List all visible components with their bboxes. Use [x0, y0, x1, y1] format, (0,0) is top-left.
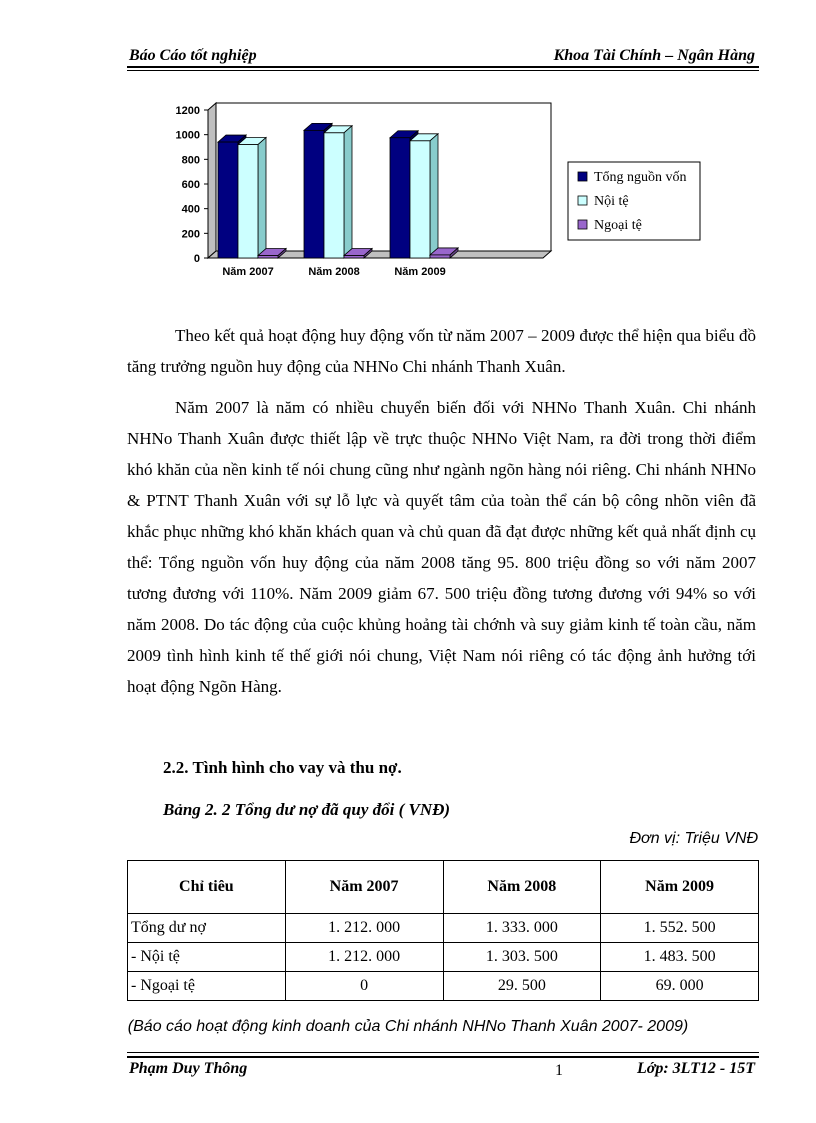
table-caption: Bảng 2. 2 Tổng dư nợ đã quy đổi ( VNĐ): [163, 800, 451, 819]
bar: [304, 130, 324, 258]
x-tick-label: Năm 2008: [308, 266, 360, 278]
bar: [218, 142, 238, 258]
table-header: Chỉ tiêu: [128, 861, 286, 914]
legend-swatch: [578, 196, 587, 205]
header-report-title: Báo Cáo tốt nghiệp: [129, 47, 257, 64]
x-tick-label: Năm 2007: [222, 266, 274, 278]
legend-label: Tổng nguồn vốn: [594, 170, 687, 185]
table-header: Năm 2008: [443, 861, 601, 914]
legend-label: Nội tệ: [594, 194, 629, 209]
x-tick-label: Năm 2009: [394, 266, 446, 278]
legend-swatch: [578, 172, 587, 181]
table-header: Năm 2009: [601, 861, 759, 914]
header-rule: [127, 66, 759, 68]
bar: [344, 256, 364, 258]
bar-side: [430, 134, 438, 258]
y-tick-label: 0: [193, 253, 200, 265]
table-cell: 1. 483. 500: [601, 943, 759, 972]
paragraph-1: Theo kết quả hoạt động huy động vốn từ năm 2007 – 2009 được thể hiện qua biểu đồ tăng trưởng nguồn huy động của NHNo Chi nhánh Thanh Xuân.: [127, 326, 756, 376]
footer-rule-thin: [127, 1052, 759, 1053]
table-cell: - Nội tệ: [128, 943, 286, 972]
legend-label: Ngoại tệ: [594, 218, 642, 233]
legend-swatch: [578, 220, 587, 229]
loan-table: [127, 860, 759, 1001]
y-tick-label: 600: [181, 179, 200, 191]
page-footer: [127, 1050, 759, 1090]
bar: [238, 145, 258, 258]
paragraph-2: Năm 2007 là năm có nhiều chuyển biến đối với NHNo Thanh Xuân. Chi nhánh NHNo Thanh Xuân được thiết lập về trực thuộc NHNo Việt Nam, ra đời trong thời điểm khó khăn của nền kinh tế nói chung cũng như ngành ngõn hàng nói riêng. Chi nhánh NHNo & PTNT Thanh Xuân với sự lỗ lực và quyết tâm của toàn thể cán bộ công nhõn viên đã khắc phục những khó khăn khách quan và chủ quan đã đạt được những kết quả nhất định cụ thể: Tổng nguồn vốn huy động của năm 2008 tăng 95. 800 triệu đồng so với năm 2007 tương đương với 110%. Năm 2009 giảm 67. 500 triệu đồng tương đương với 94% so với năm 2008. Do tác động của cuộc khủng hoảng tài chớnh và suy giảm kinh tế toàn cầu, năm 2009 tình hình kinh tế thế giới nói chung, Việt Nam nói riêng có tác động ảnh hưởng tới hoạt động Ngõn Hàng.: [127, 398, 756, 696]
y-tick-label: 800: [181, 154, 200, 167]
footer-rule: [127, 1056, 759, 1058]
section-title: 2.2. Tình hình cho vay và thu nợ.: [163, 758, 402, 777]
header-faculty: Khoa Tài Chính – Ngân Hàng: [553, 47, 755, 64]
table-cell: 1. 333. 000: [443, 914, 601, 943]
table-cell: 1. 303. 500: [443, 943, 601, 972]
table-cell: 0: [285, 972, 443, 1001]
bar-side: [258, 138, 266, 258]
table-cell: - Ngoại tệ: [128, 972, 286, 1001]
bar: [390, 138, 410, 258]
unit-label: Đơn vị: Triệu VNĐ: [629, 830, 758, 847]
header-rule-thin: [127, 70, 759, 71]
capital-chart: [160, 96, 720, 288]
table-cell: 1. 552. 500: [601, 914, 759, 943]
chart-side-wall: [208, 103, 216, 258]
table-cell: Tổng dư nợ: [128, 914, 286, 943]
table-cell: 29. 500: [443, 972, 601, 1001]
table-row: [128, 972, 759, 1001]
y-tick-label: 200: [181, 228, 200, 241]
footer-class: Lớp: 3LT12 - 15T: [636, 1060, 755, 1077]
table-row: [128, 914, 759, 943]
source-note: (Báo cáo hoạt động kinh doanh của Chi nhánh NHNo Thanh Xuân 2007- 2009): [127, 1018, 689, 1035]
y-tick-label: 1200: [175, 105, 200, 117]
bar-side: [344, 126, 352, 258]
y-tick-label: 1000: [175, 129, 200, 142]
table-header: Năm 2007: [285, 861, 443, 914]
bar: [410, 141, 430, 258]
y-tick-label: 400: [181, 203, 200, 216]
table-row: [128, 943, 759, 972]
bar: [258, 256, 278, 258]
table-cell: 1. 212. 000: [285, 914, 443, 943]
page-header: [127, 44, 759, 72]
footer-author: Phạm Duy Thông: [129, 1060, 248, 1077]
table-cell: 69. 000: [601, 972, 759, 1001]
table-header-row: [128, 861, 759, 914]
page-number: 1: [555, 1062, 563, 1079]
table-cell: 1. 212. 000: [285, 943, 443, 972]
bar: [324, 133, 344, 258]
bar: [430, 255, 450, 258]
